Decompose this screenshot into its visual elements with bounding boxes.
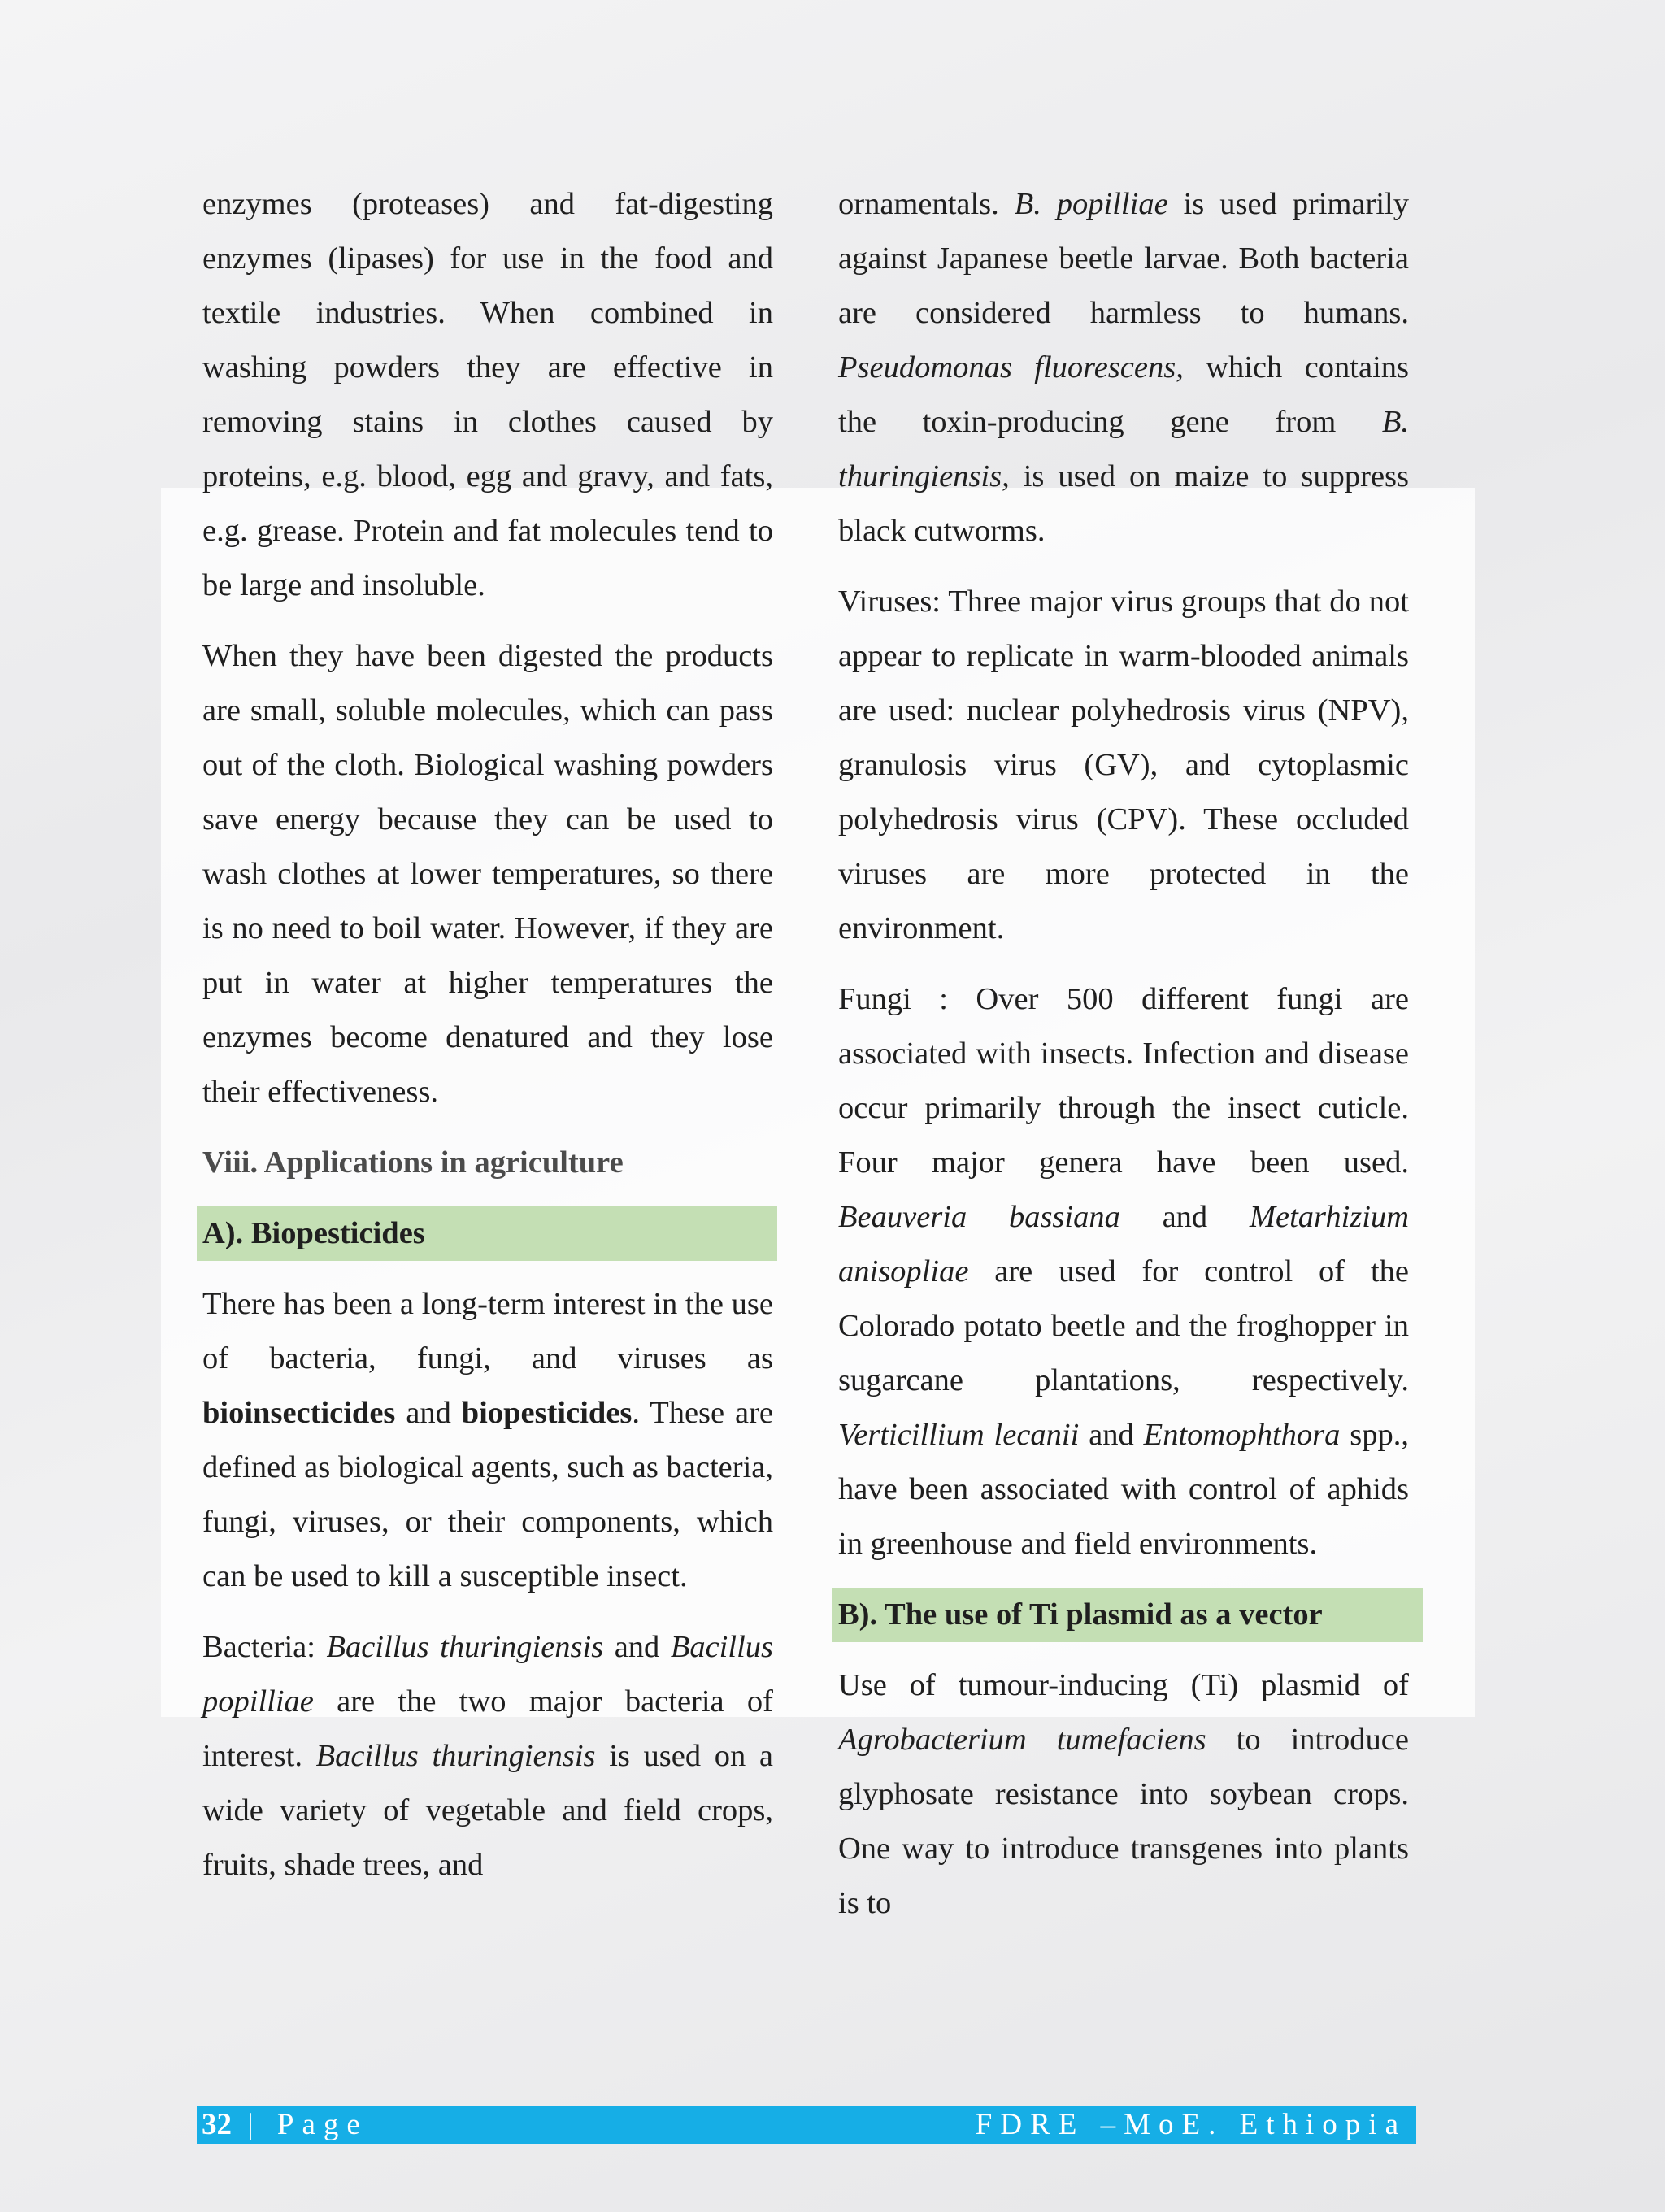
paragraph-fungi: Fungi : Over 500 different fungi are associated with insects. Infection and disease occur primarily through the insect cuticle. Four major genera have been used. Beauveria bassiana and Metarhizium anisopliae are used for control of the Colorado potato beetle and the froghopper in sugarcane plantations, respectively. Verticillium lecanii and Entomophthora spp., have been associated with control of aphids in greenhouse and field environments. [838,982,1409,1561]
right-column [838,177,1409,1947]
footer-organization: FDRE –MoE. Ethiopia [975,2108,1406,2141]
paragraph-ornamentals: ornamentals. B. popilliae is used primarily against Japanese beetle larvae. Both bacteria are considered harmless to humans. Pseudomonas fluorescens, which contains the toxin-producing gene from B. thuringiensis, is used on maize to suppress black cutworms. [838,187,1409,548]
paragraph-enzymes: enzymes (proteases) and fat-digesting enzymes (lipases) for use in the food and textile industries. When combined in washing powders they are effective in removing stains in clothes caused by proteins, e.g. blood, egg and gravy, and fats, e.g. grease. Protein and fat molecules tend to be large and insoluble. [202,187,773,602]
heading-biopesticides: A). Biopesticides [197,1206,777,1261]
left-column [202,177,773,1909]
page-number: 32 [202,2108,232,2141]
paragraph-viruses: Viruses: Three major virus groups that do not appear to replicate in warm-blooded animals are used: nuclear polyhedrosis virus (NPV), granulosis virus (GV), and cytoplasmic polyhedrosis virus (CPV). These occluded viruses are more protected in the environment. [838,585,1409,945]
heading-ti-plasmid: B). The use of Ti plasmid as a vector [832,1588,1423,1642]
page-word: | Page [247,2108,368,2141]
page-label [202,2106,368,2144]
paragraph-biopesticides: There has been a long-term interest in the use of bacteria, fungi, and viruses as bioinsecticides and biopesticides. These are defined as biological agents, such as bacteria, fungi, viruses, or their components, which can be used to kill a susceptible insect. [202,1287,774,1593]
paragraph-ti-plasmid: Use of tumour-inducing (Ti) plasmid of Agrobacterium tumefaciens to introduce glyphosate resistance into soybean crops. One way to introduce transgenes into plants is to [838,1668,1409,1920]
heading-applications-agriculture: Viii. Applications in agriculture [202,1145,624,1180]
paragraph-bacteria: Bacteria: Bacillus thuringiensis and Bacillus popilliae are the two major bacteria of interest. Bacillus thuringiensis is used on a wide variety of vegetable and field crops, fruits, shade trees, and [202,1630,774,1882]
paragraph-digestion: When they have been digested the products are small, soluble molecules, which can pass out of the cloth. Biological washing powders save energy because they can be used to wash clothes at lower temperatures, so there is no need to boil water. However, if they are put in water at higher temperatures the enzymes become denatured and they lose their effectiveness. [202,639,773,1109]
page-footer [197,2106,1416,2144]
